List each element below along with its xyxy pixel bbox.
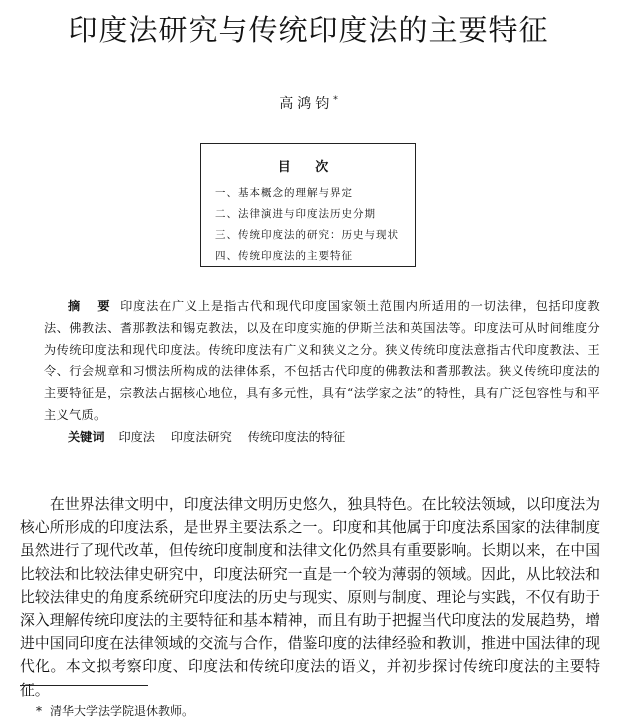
keyword: 印度法 [118, 430, 155, 444]
footnote-text: 清华大学法学院退休教师。 [50, 704, 195, 718]
toc-item: 一、基本概念的理解与界定 [215, 187, 353, 199]
keywords [68, 428, 357, 445]
author-name: 高鸿钧 [279, 96, 334, 112]
table-of-contents [200, 143, 416, 267]
article-title: 印度法研究与传统印度法的主要特征 [68, 13, 549, 47]
abstract-label: 摘 要 [68, 299, 117, 313]
toc-heading: 目 次 [277, 160, 339, 175]
toc-item: 四、传统印度法的主要特征 [215, 250, 353, 262]
abstract-text: 印度法在广义上是指古代和现代印度国家领土范围内所适用的一切法律，包括印度教法、佛教法、耆那教法和锡克教法，以及在印度实施的伊斯兰法和英国法等。印度法可从时间维度分为传统印度法和现代印度法。传统印度法有广义和狭义之分。狭义传统印度法意指古代印度教法、王令、行会规章和习惯法所构成的法律体系，不包括古代印度的佛教法和耆那教法。狭义传统印度法的主要特征是，宗教法占据核心地位，具有多元性，具有“法学家之法”的特性，具有广泛包容性与和平主义气质。 [44, 299, 600, 422]
footnote-divider [20, 685, 148, 686]
author-footnote-mark[interactable]: * [333, 95, 338, 106]
keyword: 传统印度法的特征 [247, 430, 346, 444]
keyword: 印度法研究 [170, 430, 232, 444]
keywords-label: 关键词 [68, 430, 105, 444]
toc-item: 二、法律演进与印度法历史分期 [215, 208, 376, 220]
body-paragraph: 在世界法律文明中，印度法律文明历史悠久，独具特色。在比较法领域，以印度法为核心所形成的印度法系，是世界主要法系之一。印度和其他属于印度法系国家的法律制度虽然进行了现代改革，但传统印度制度和法律文化仍然具有重要影响。长期以来，在中国比较法和比较法律史研究中，印度法研究一直是一个较为薄弱的领域。因此，从比较法和比较法律史的角度系统研究印度法的历史与现实、原则与制度、理论与实践，不仅有助于深入理解传统印度法的主要特征和基本精神，而且有助于把握当代印度法的发展趋势，增进中国同印度在法律领域的交流与合作，借鉴印度的法律经验和教训，推进中国法律的现代化。本文拟考察印度、印度法和传统印度法的语义，并初步探讨传统印度法的主要特征。 [20, 496, 600, 699]
footnote-mark: * [36, 704, 42, 718]
toc-item: 三、传统印度法的研究：历史与现状 [215, 229, 399, 241]
abstract [44, 296, 600, 427]
author [0, 93, 617, 113]
footnote [36, 702, 194, 719]
